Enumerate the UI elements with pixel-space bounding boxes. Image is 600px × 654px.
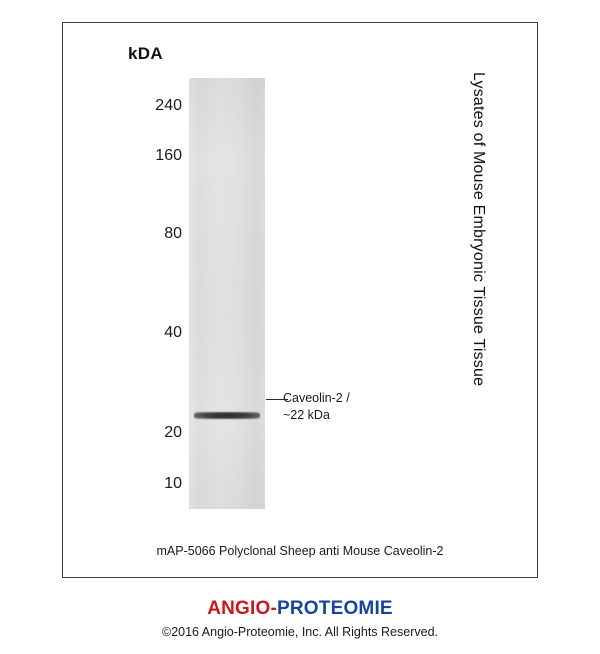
ladder-tick-80: 80 [164,225,182,242]
brand-logo-text [0,598,600,620]
ladder-tick-160: 160 [155,147,182,164]
sample-label-vertical [462,72,494,512]
band-annotation-line2: ~22 kDa [283,408,330,422]
ladder-tick-10: 10 [164,475,182,492]
band-annotation [283,390,350,424]
brand-name-part1: ANGIO [207,598,271,619]
protein-band-caveolin-2 [194,412,260,419]
brand-name-dash: - [270,598,277,619]
ladder-tick-40: 40 [164,324,182,341]
figure-caption: mAP-5066 Polyclonal Sheep anti Mouse Caveolin-2 [156,544,444,558]
copyright-notice: ©2016 Angio-Proteomie, Inc. All Rights Reserved. [161,625,439,639]
molecular-weight-axis-title: kDA [128,44,163,63]
gel-lane [189,78,265,509]
sample-label-text: Lysates of Mouse Embryonic Tissue Tissue [470,72,487,387]
ladder-tick-20: 20 [164,424,182,441]
band-annotation-line1: Caveolin-2 / [283,391,350,405]
ladder-tick-240: 240 [155,97,182,114]
brand-name-part2: PROTEOMIE [277,598,393,619]
molecular-weight-ladder [126,78,182,509]
